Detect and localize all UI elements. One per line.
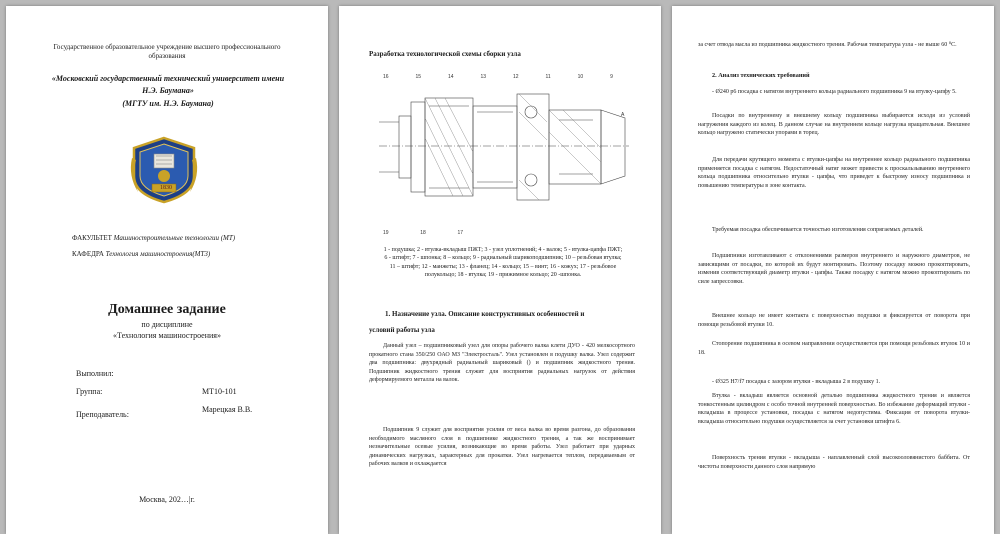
callout-number: 10 [577, 74, 584, 80]
callout-number: 17 [457, 230, 463, 236]
document-page-3 [672, 6, 994, 534]
callout-number: 18 [420, 230, 426, 236]
discipline-value: «Технология машиностроения» [113, 331, 221, 340]
document-page-2 [339, 6, 661, 534]
drawing-legend: 1 - подушка; 2 - втулка-вкладыш ПЖТ; 3 - узел уплотнений; 4 - валок; 5 - втулка-цапфа ПЖТ; 6 - штифт; 7 - шпонка; 8 – кольцо; 9 - радиальный шарикоподшипник; 10 – резьбовая втулка; 11 – штифт; 12 - манжеты; 13 - фланец; 14 - кольцо; 15 – винт; 16 - кожух; 17 - резьбовое полукольцо; 18 - втулка; 19 - прижимное кольцо; 20 -шпонка. [383, 247, 623, 279]
emblem-year: 1830 [160, 185, 172, 191]
section1-title-line2: условий работы узла [369, 326, 435, 334]
page3-paragraph7: Стопорение подшипника в осевом направлении осуществляется при помощи резьбовых втулок 10 и 18. [698, 341, 970, 356]
page3-top-line: за счет отвода масла из подшипника жидкостного трения. Рабочая температура узла - не выше 60 ⁰С. [698, 42, 957, 48]
page3-paragraph3: Для передачи крутящего момента с втулки-цапфы на внутреннее кольцо радиального подшипника применяется посадка с натягом. Недостаточный натяг может привести к проскальзыванию внутреннего кольца подшипника относительно втулки - цапфы, что приведет к быстрому износу подшипника и повышению температуры в зоне контакта. [698, 157, 970, 189]
callout-number: 14 [448, 74, 454, 80]
document-page-1 [6, 6, 328, 534]
faculty-line [72, 234, 312, 243]
page2-heading: Разработка технологической схемы сборки узла [369, 50, 521, 58]
department-value: Технология машиностроения(МТ3) [105, 250, 211, 258]
callout-number: 13 [480, 74, 487, 80]
callout-number: 9 [610, 74, 613, 80]
page3-paragraph10: Поверхность трения втулки - вкладыша - наплавленный слой высокооловянистого баббита. От чистоты поверхности данного слоя напрямую [698, 455, 970, 470]
callout-number: 19 [383, 230, 389, 236]
section2-heading: 2. Анализ технических требований [712, 72, 810, 79]
discipline-label: по дисциплине [141, 320, 193, 329]
section1-paragraph1: Данный узел – подшипниковый узел для опоры рабочего валка клети ДУО - 420 мелкосортного прокатного стана 350/250 ОАО МЗ "Электросталь". Узел установлен в подушку валка. Узел содержит два подшипника: двухрядный радиальный шариковый () и подшипник жидкостного трения. Подшипник жидкостного трения служит для восприятия радиальных нагрузок от действия деформируемого металла на валок. [369, 343, 635, 384]
teacher-label: Преподаватель: [76, 410, 129, 419]
group-label: Группа: [76, 387, 103, 396]
callout-number: 15 [415, 74, 422, 80]
drawing-callouts-top [383, 74, 613, 80]
page3-paragraph9: Втулка - вкладыш является основной деталью подшипника жидкостного трения и является тонкостенным цилиндром с особо точной внутренней поверхностью. Во избежание деформаций втулки - вкладыша в процессе установки, посадка с натягом недопустима. Фиксация от поворота втулки-вкладыша относительно подушки осуществляется за счет установки штифта 6. [698, 393, 970, 425]
drawing-label-a: А [621, 112, 625, 118]
section1-paragraph2: Подшипник 9 служит для восприятия усилия от веса валка во время разгона, до образования необходимого масляного слоя в подшипнике жидкостного трения, а так же воспринимает незначительные осевые усилия, возникающие во время работы. Узел работает при ударных динамических нагрузках, характерных для прокатки. Узел нагревается теплом, передаваемым от рабочих валков и охлаждается [369, 427, 635, 468]
faculty-label: ФАКУЛЬТЕТ [72, 234, 112, 242]
group-value: МТ10-101 [202, 387, 237, 396]
department-line [72, 250, 312, 259]
drawing-callouts-bottom [383, 230, 463, 236]
university-emblem [128, 136, 200, 204]
page3-paragraph5: Подшипники изготавливают с отклонениями размеров внутреннего и наружного диаметров, не зависящими от посадки, по которой их будут монтировать. Поэтому посадку можно прокоптировать, изменив соответствующий диаметр втулки - цапфы. Также посадку с натягом можно прокоптировать по силе запрессовки. [698, 253, 970, 285]
page3-paragraph2: Посадки по внутреннему и внешнему кольцу подшипника выбираются исходя из условий нагружения каждого из колец. В данном случае на внутреннем кольце нагрузка вращательная. Внешнее кольцо нагружено статически упорами в торец. [698, 113, 970, 137]
university-short-name: (МГТУ им. Н.Э. Баумана) [122, 99, 214, 108]
page3-paragraph8: - Ø325 H7/f7 посадка с зазором втулки - вкладыша 2 в подушку 1. [712, 379, 881, 385]
university-name-line1: «Московский государственный технический университет имени [51, 74, 285, 83]
city-year: Москва, 202…|г. [139, 495, 195, 504]
work-title: Домашнее задание [108, 302, 226, 317]
callout-number: 12 [513, 74, 519, 80]
callout-number: 11 [545, 74, 551, 80]
assembly-drawing [379, 72, 629, 240]
university-name-line2: Н.Э. Баумана» [142, 86, 194, 95]
page3-paragraph1: - Ø240 p6 посадка с натягом внутреннего кольца радиального подшипника 9 на втулку-цапфу 5. [712, 89, 957, 95]
department-label: КАФЕДРА [72, 250, 104, 258]
teacher-value: Марецкая В.В. [202, 405, 253, 414]
page3-paragraph4: Требуемая посадка обеспечивается точностью изготовления сопрягаемых деталей. [712, 227, 924, 233]
section1-title-line1: 1. Назначение узла. Описание конструктивных особенностей и [385, 310, 585, 318]
page3-paragraph6: Внешнее кольцо не имеет контакта с поверхностью подушки и фиксируется от поворота при помощи резьбовой втулки 10. [698, 313, 970, 328]
institution-text: Государственное образовательное учреждение высшего профессионального образования [53, 43, 281, 60]
done-label: Выполнил: [76, 369, 114, 378]
faculty-value: Машиностроительные технологии (МТ) [113, 234, 236, 242]
callout-number: 16 [383, 74, 389, 80]
